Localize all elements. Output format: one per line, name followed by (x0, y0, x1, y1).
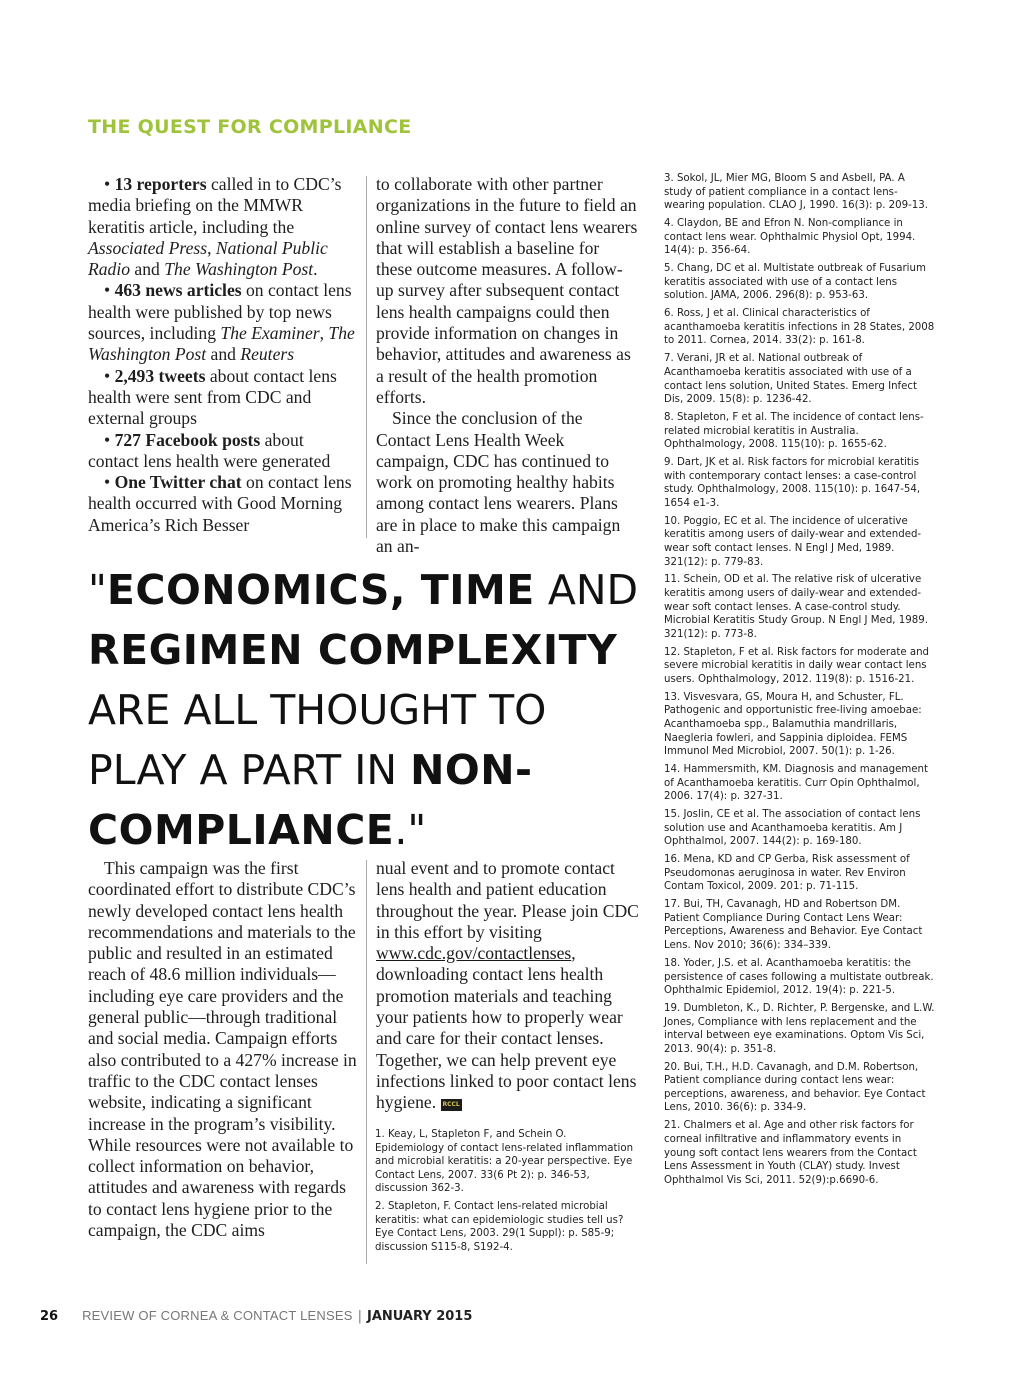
reference-item: 20. Bui, T.H., H.D. Cavanagh, and D.M. Robertson, Patient compliance during contact lens wear: perceptions, awareness, and behavior. Eye Contact Lens, 2010. 36(6): p. 334-9. (664, 1061, 926, 1114)
reference-item: 14. Hammersmith, KM. Diagnosis and management of Acanthamoeba keratitis. Curr Opin Ophthalmol, 2006. 17(4): p. 327-31. (664, 764, 928, 803)
body-column-3 (88, 858, 358, 1241)
column-divider-bottom (366, 860, 367, 1264)
bullet-tweets: • 2,493 tweets about contact lens health were sent from CDC and external groups (88, 365, 337, 429)
reference-item: 18. Yoder, J.S. et al. Acanthamoeba keratitis: the persistence of cases following a multistate outbreak. Ophthalmic Epidemiol, 2012. 19(4): p. 221-5. (664, 957, 934, 997)
paragraph: Since the conclusion of the Contact Lens Health Week campaign, CDC has continued to work on promoting healthy habits among contact lens wearers. Plans are in place to make this campaign an an- (376, 408, 621, 557)
footer-separator: | (357, 1309, 362, 1324)
reference-item: 11. Schein, OD et al. The relative risk of ulcerative keratitis among users of daily-wear and extended-wear soft contact lenses. A case-control study. Microbial Keratitis Study Group. N Engl J Med, 1989. 321(12): p. 773-8. (664, 574, 928, 640)
section-title: THE QUEST FOR COMPLIANCE (88, 116, 412, 138)
reference-item: 9. Dart, JK et al. Risk factors for microbial keratitis with contemporary contact lenses: a case-control study. Ophthalmology, 2008. 115(10): p. 1647-54, 1654 e1-3. (664, 457, 921, 509)
bullet-reporters: • 13 reporters called in to CDC’s media briefing on the MMWR keratitis article, including the Associated Press, National Public Radio and The Washington Post. (88, 174, 342, 280)
bullet-column (88, 174, 358, 536)
bullet-twitter-chat: • One Twitter chat on contact lens health occurred with Good Morning America’s Rich Besser (88, 472, 352, 535)
column-divider-top (366, 176, 367, 538)
reference-item: 16. Mena, KD and CP Gerba, Risk assessment of Pseudomonas aeruginosa in water. Rev Environ Contam Toxicol, 2009. 201: p. 71-115. (664, 854, 910, 893)
page-footer (40, 1308, 472, 1324)
publication-name: REVIEW OF CORNEA & CONTACT LENSES (82, 1308, 353, 1323)
reference-item: 1. Keay, L, Stapleton F, and Schein O. Epidemiology of contact lens-related inflammation and microbial keratitis: a 20-year perspective. Eye Contact Lens, 2007. 33(6 Pt 2): p. 346-53, discussion 362-3. (375, 1129, 634, 1195)
reference-item: 5. Chang, DC et al. Multistate outbreak of Fusarium keratitis associated with use of a contact lens solution. JAMA, 2006. 296(8): p. 953-63. (664, 263, 926, 302)
paragraph: to collaborate with other partner organizations in the future to field an online survey of contact lens wearers that will establish a baseline for these outcome measures. A follow-up survey after subsequent contact lens health campaigns could then provide information on changes in behavior, attitudes and awareness as a result of the health promotion efforts. (376, 174, 638, 407)
reference-item: 10. Poggio, EC et al. The incidence of ulcerative keratitis among users of daily-wear and extended-wear soft contact lenses. N Engl J Med, 1989. 321(12): p. 779-83. (664, 515, 922, 568)
reference-item: 21. Chalmers et al. Age and other risk factors for corneal infiltrative and inflammatory events in young soft contact lens wearers from the Contact Lens Assessment in Youth (CLAY) study. Invest Ophthalmol Vis Sci, 2011. 52(9):p.6690-6. (664, 1120, 917, 1186)
body-column-4 (376, 858, 644, 1114)
reference-item: 13. Visvesvara, GS, Moura H, and Schuster, FL. Pathogenic and opportunistic free-living amoebae: Acanthamoeba spp., Balamuthia mandrillaris, Naegleria fowleri, and Sappinia diploidea. FEMS Immunol Med Microbiol, 2007. 50(1): p. 1-26. (664, 691, 922, 758)
paragraph: nual event and to promote contact lens health and patient education throughout the year. Please join CDC in this effort by visiting www.cdc.gov/contactlenses, downloading contact lens health promotion materials and teaching your patients how to properly wear and care for their contact lenses. Together, we can help prevent eye infections linked to poor contact lens hygiene. RCCL (376, 858, 639, 1113)
cdc-link[interactable]: www.cdc.gov/contactlenses (376, 943, 572, 964)
reference-item: 4. Claydon, BE and Efron N. Non-compliance in contact lens wear. Ophthalmic Physiol Opt, 1994. 14(4): p. 356-64. (664, 218, 916, 257)
bullet-news-articles: • 463 news articles on contact lens health were published by top news sources, including The Examiner, The Washington Post and Reuters (88, 280, 355, 365)
reference-list-left (375, 1128, 637, 1259)
reference-item: 15. Joslin, CE et al. The association of contact lens solution use and Acanthamoeba keratitis. Am J Ophthalmol, 2007. 144(2): p. 169-180. (664, 809, 921, 848)
issue-date: JANUARY 2015 (366, 1309, 473, 1324)
reference-item: 3. Sokol, JL, Mier MG, Bloom S and Asbell, PA. A study of patient compliance in a contact lens-wearing population. CLAO J, 1990. 16(3): p. 209-13. (664, 173, 928, 212)
body-column-2 (376, 174, 638, 557)
reference-item: 2. Stapleton, F. Contact lens-related microbial keratitis: what can epidemiologic studies tell us? Eye Contact Lens, 2003. 29(1 Suppl): p. S85-9; discussion S115-8, S192-4. (375, 1201, 624, 1254)
reference-item: 6. Ross, J et al. Clinical characteristics of acanthamoeba keratitis infections in 28 States, 2008 to 2011. Cornea, 2014. 33(2): p. 161-8. (664, 308, 935, 347)
reference-item: 7. Verani, JR et al. National outbreak of Acanthamoeba keratitis associated with use of a contact lens solution, United States. Emerg Infect Dis, 2009. 15(8): p. 1236-42. (664, 353, 917, 406)
reference-item: 19. Dumbleton, K., D. Richter, P. Bergenske, and L.W. Jones, Compliance with lens replacement and the interval between eye examinations. Optom Vis Sci, 2013. 90(4): p. 351-8. (664, 1003, 935, 1055)
reference-item: 17. Bui, TH, Cavanagh, HD and Robertson DM. Patient Compliance During Contact Lens Wear: Perceptions, Awareness and Behavior. Eye Contact Lens. Nov 2010; 36(6): 334–339. (664, 899, 923, 952)
bullet-facebook-posts: • 727 Facebook posts about contact lens health were generated (88, 429, 331, 471)
reference-list-right (664, 172, 936, 1192)
paragraph: This campaign was the first coordinated effort to distribute CDC’s newly developed contact lens health recommendations and materials to the public and resulted in an estimated reach of 48.6 million individuals—including eye care providers and the general public—through traditional and social media. Campaign efforts also contributed to a 427% increase in traffic to the CDC contact lenses website, indicating a significant increase in the program’s visibility. While resources were not available to collect information on behavior, attitudes and awareness with regards to contact lens hygiene prior to the campaign, the CDC aims (88, 858, 357, 1241)
rccl-logo-icon: RCCL (441, 1099, 462, 1111)
reference-item: 12. Stapleton, F et al. Risk factors for moderate and severe microbial keratitis in daily wear contact lens users. Ophthalmology, 2012. 119(8): p. 1516-21. (664, 646, 929, 685)
pull-quote: "ECONOMICS, TIME AND REGIMEN COMPLEXITY ARE ALL THOUGHT TO PLAY A PART IN NON-COMPLIANCE." (88, 566, 639, 854)
page-number: 26 (40, 1309, 59, 1324)
reference-item: 8. Stapleton, F et al. The incidence of contact lens-related microbial keratitis in Australia. Ophthalmology, 2008. 115(10): p. 1655-62. (664, 411, 924, 451)
